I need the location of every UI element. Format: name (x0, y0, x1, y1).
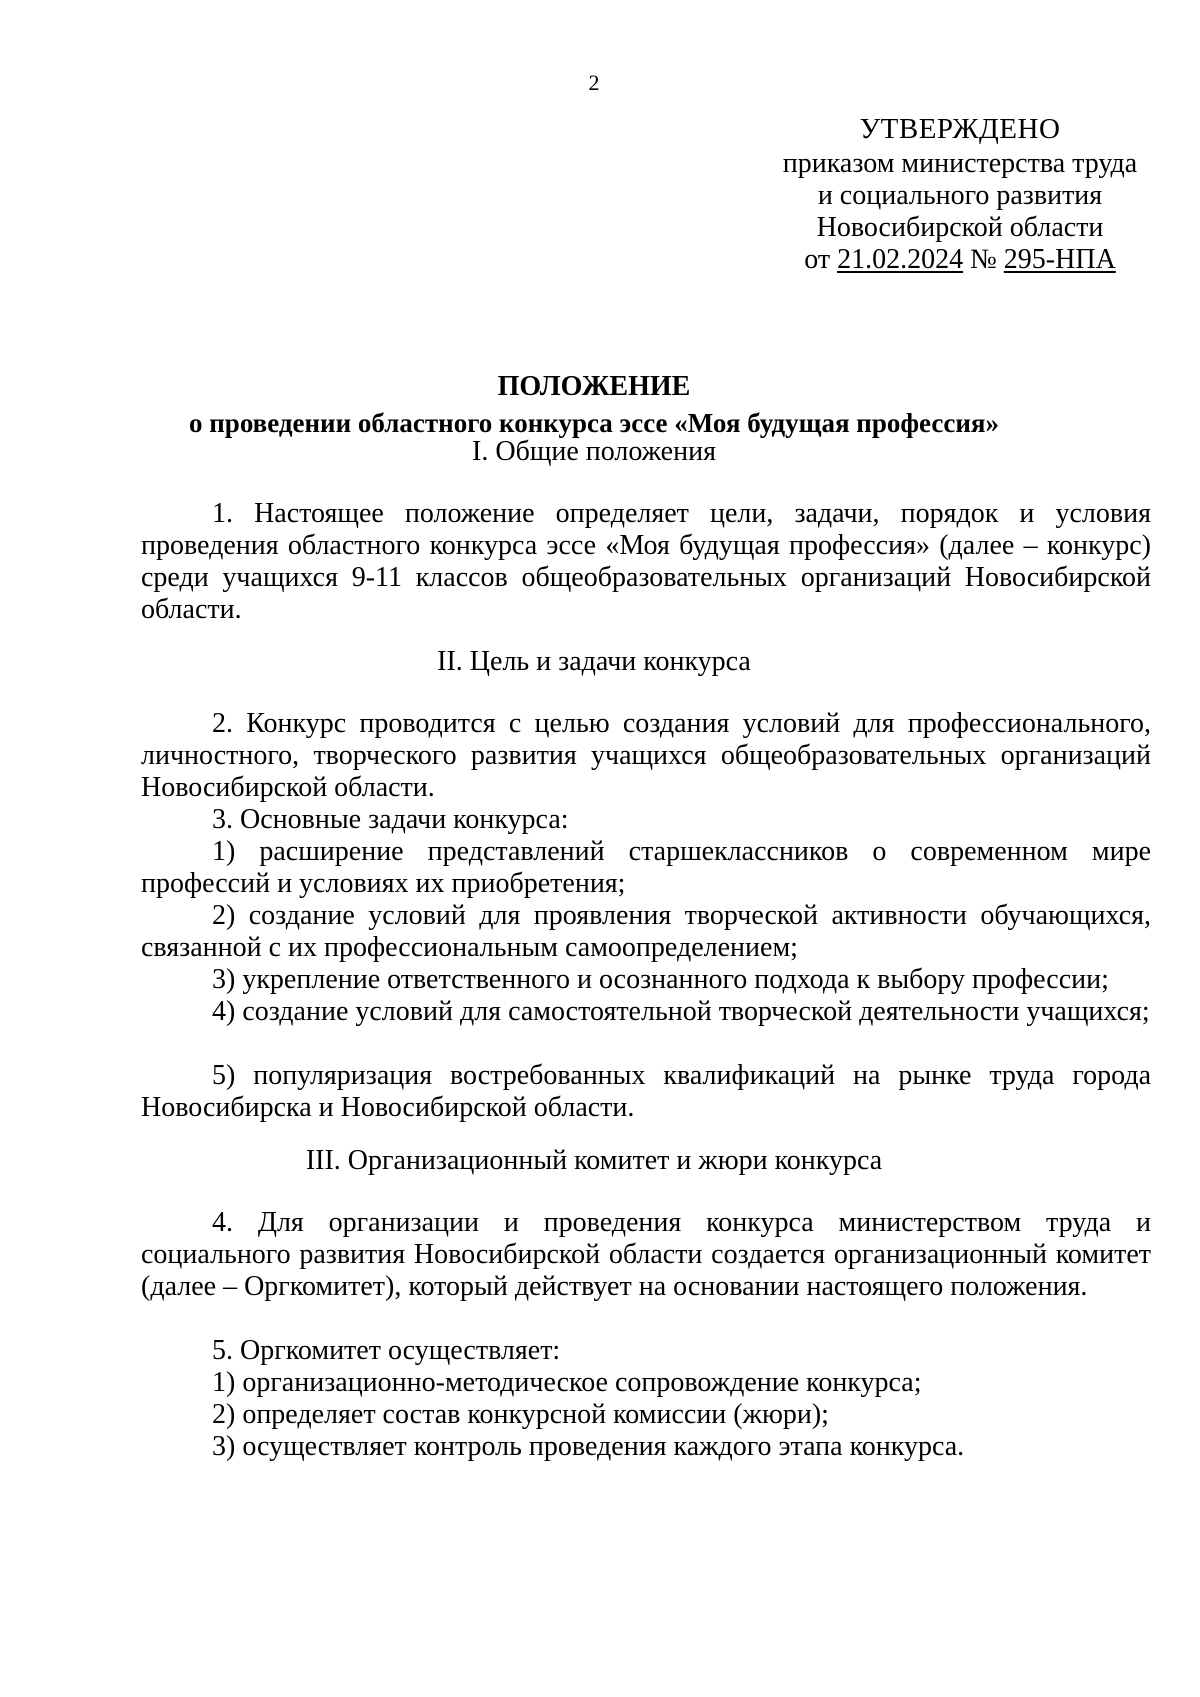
committee-item-1: 1) организационно-методическое сопровождение конкурса; (212, 1367, 922, 1398)
paragraph-1: 1. Настоящее положение определяет цели, задачи, порядок и условия проведения областного конкурса эссе «Моя будущая профессия» (далее – конкурс) среди учащихся 9-11 классов общеобразовательных организаций Новосибирской области. (141, 498, 1151, 625)
section-heading-2: II. Цель и задачи конкурса (437, 646, 751, 677)
approval-line-3: Новосибирской области (816, 212, 1104, 243)
task-item-2: 2) создание условий для проявления творческой активности обучающихся, связанной с их профессиональным самоопределением; (141, 900, 1151, 963)
approval-heading: УТВЕРЖДЕНО (859, 113, 1061, 145)
paragraph-5: 5. Оргкомитет осуществляет: (212, 1335, 561, 1366)
approval-number: 295-НПА (1003, 244, 1116, 275)
approval-line-2: и социального развития (817, 180, 1103, 211)
paragraph-4: 4. Для организации и проведения конкурса министерством труда и социального развития Новосибирской области создается организационный комитет (далее – Оргкомитет), который действует на основании настоящего положения. (141, 1207, 1151, 1302)
approval-date: 21.02.2024 (837, 244, 964, 275)
committee-item-2: 2) определяет состав конкурсной комиссии (жюри); (212, 1399, 829, 1430)
document-subtitle: о проведении областного конкурса эссе «Моя будущая профессия» (189, 408, 999, 438)
approval-date-prefix: от (804, 244, 838, 275)
approval-date-line (760, 244, 1160, 276)
committee-item-3: 3) осуществляет контроль проведения каждого этапа конкурса. (212, 1431, 965, 1462)
task-item-1: 1) расширение представлений старшеклассников о современном мире профессий и условиях их приобретения; (141, 836, 1151, 899)
approval-block (760, 113, 1160, 276)
section-heading-1: I. Общие положения (472, 436, 716, 467)
task-item-3: 3) укрепление ответственного и осознанного подхода к выбору профессии; (212, 964, 1109, 995)
paragraph-3: 3. Основные задачи конкурса: (212, 804, 569, 835)
task-item-4: 4) создание условий для самостоятельной творческой деятельности учащихся; (212, 996, 1150, 1027)
section-heading-3: III. Организационный комитет и жюри конкурса (305, 1145, 883, 1176)
approval-line-1: приказом министерства труда (782, 148, 1138, 179)
page-number: 2 (588, 70, 600, 95)
paragraph-2: 2. Конкурс проводится с целью создания условий для профессионального, личностного, творческого развития учащихся общеобразовательных организаций Новосибирской области. (141, 708, 1151, 803)
document-title: ПОЛОЖЕНИЕ (497, 371, 691, 402)
task-item-5: 5) популяризация востребованных квалификаций на рынке труда города Новосибирска и Новосибирской области. (141, 1060, 1151, 1123)
approval-number-prefix: № (963, 244, 1004, 275)
